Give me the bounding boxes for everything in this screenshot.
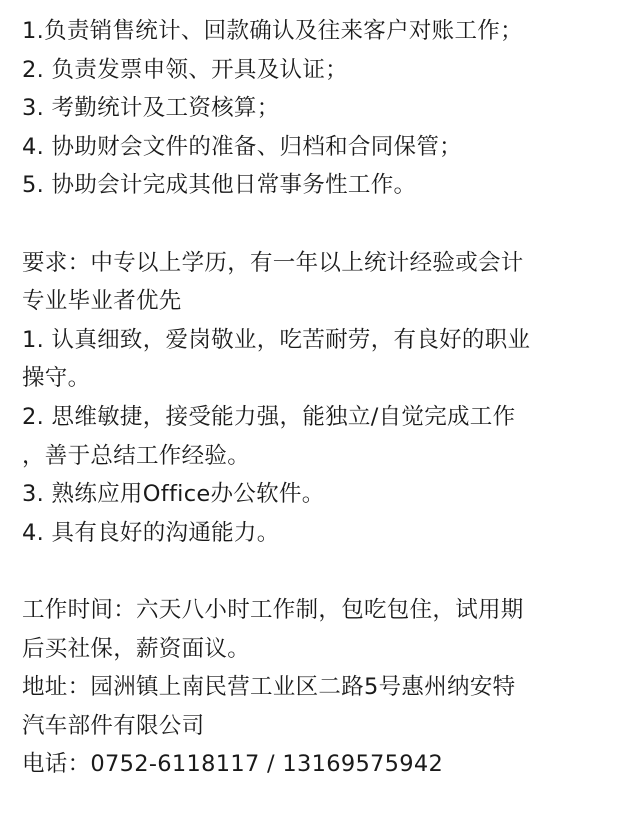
duty-line-3: 3. 考勤统计及工资核算； — [22, 95, 280, 122]
address-line-2: 汽车部件有限公司 — [22, 712, 205, 739]
requirement-item-1: 1. 认真细致，爱岗敬业，吃苦耐劳，有良好的职业 — [22, 326, 531, 353]
requirements-intro-line-2: 专业毕业者优先 — [22, 288, 182, 315]
requirement-item-1-cont: 操守。 — [22, 365, 91, 392]
duty-line-1: 1.负责销售统计、回款确认及往来客户对账工作； — [22, 18, 523, 44]
duty-line-5: 5. 协助会计完成其他日常事务性工作。 — [22, 172, 417, 199]
duty-line-2: 2. 负责发票申领、开具及认证； — [22, 56, 348, 83]
worktime-line-1: 工作时间：六天八小时工作制，包吃包住，试用期 — [22, 596, 524, 623]
requirement-item-4: 4. 具有良好的沟通能力。 — [22, 519, 280, 546]
phone-line: 电话：0752-6118117 / 13169575942 — [22, 751, 444, 778]
paragraph-spacer — [22, 205, 612, 244]
requirement-item-2-cont: ，善于总结工作经验。 — [22, 442, 251, 469]
paragraph-spacer — [22, 552, 612, 591]
requirements-intro-line-1: 要求：中专以上学历，有一年以上统计经验或会计 — [22, 249, 524, 276]
worktime-line-2: 后买社保，薪资面议。 — [22, 635, 251, 662]
requirement-item-3: 3. 熟练应用Office办公软件。 — [22, 481, 325, 508]
duty-line-4: 4. 协助财会文件的准备、归档和合同保管； — [22, 133, 462, 160]
job-posting-text — [22, 12, 612, 784]
requirement-item-2: 2. 思维敏捷，接受能力强，能独立/自觉完成工作 — [22, 403, 516, 430]
address-line-1: 地址：园洲镇上南民营工业区二路5号惠州纳安特 — [22, 674, 516, 701]
